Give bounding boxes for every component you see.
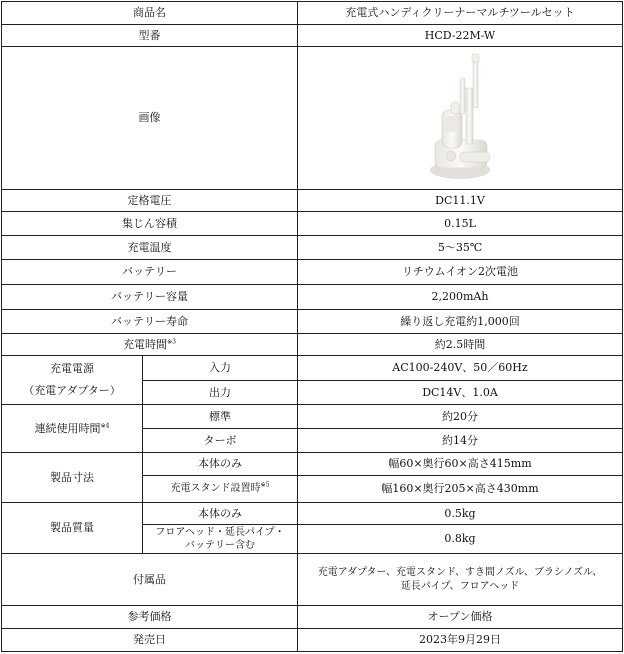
power-input-label: 入力 xyxy=(143,356,298,381)
row-weight-body xyxy=(2,503,623,525)
use-standard-value: 約20分 xyxy=(298,405,623,429)
spec-value: 0.15L xyxy=(298,212,623,236)
spec-label: バッテリー容量 xyxy=(2,285,298,310)
footnote-mark: ※3 xyxy=(167,337,176,345)
continuous-use-label xyxy=(2,405,143,453)
row-image xyxy=(2,47,623,190)
spec-label: 集じん容積 xyxy=(2,212,298,236)
row-dust-capacity xyxy=(2,212,623,236)
row-dimensions-body xyxy=(2,453,623,476)
row-battery-life xyxy=(2,310,623,334)
spec-label: バッテリー寿命 xyxy=(2,310,298,334)
price-label: 参考価格 xyxy=(2,606,298,629)
power-output-value: DC14V、1.0A xyxy=(298,381,623,405)
use-standard-label: 標準 xyxy=(143,405,298,429)
spec-value: 繰り返し充電約1,000回 xyxy=(298,310,623,334)
accessories-value-line2: 延長パイプ、フロアヘッド xyxy=(400,580,520,592)
charge-time-label xyxy=(2,334,298,356)
weight-full-label-line2: バッテリー含む xyxy=(185,540,255,551)
charge-time-label-text: 充電時間 xyxy=(123,337,168,351)
row-power-input xyxy=(2,356,623,381)
image-label: 画像 xyxy=(2,47,298,190)
footnote-mark: ※5 xyxy=(260,481,270,489)
accessories-value-line1: 充電アダプター、充電スタンド、すき間ノズル、ブラシノズル、 xyxy=(317,566,603,578)
charge-time-value: 約2.5時間 xyxy=(298,334,623,356)
weight-full-value: 0.8kg xyxy=(298,525,623,554)
product-name-value: 充電式ハンディクリーナーマルチツールセット xyxy=(298,2,623,25)
power-input-value: AC100-240V、50／60Hz xyxy=(298,356,623,381)
weight-full-label-line1: フロアヘッド・延長パイプ・ xyxy=(155,527,285,538)
power-output-label: 出力 xyxy=(143,381,298,405)
row-use-standard xyxy=(2,405,623,429)
product-name-label: 商品名 xyxy=(2,2,298,25)
dimensions-body-label: 本体のみ xyxy=(143,453,298,476)
row-charge-time xyxy=(2,334,623,356)
dimensions-stand-label xyxy=(143,476,298,503)
spec-label: バッテリー xyxy=(2,260,298,285)
spec-value: 5～35℃ xyxy=(298,236,623,260)
power-source-label-line2: （充電アダプター） xyxy=(23,384,121,397)
product-image xyxy=(405,48,515,188)
spec-value: 2,200mAh xyxy=(298,285,623,310)
price-value: オープン価格 xyxy=(298,606,623,629)
row-battery-capacity xyxy=(2,285,623,310)
weight-body-label: 本体のみ xyxy=(143,503,298,525)
spec-label: 定格電圧 xyxy=(2,190,298,212)
continuous-use-label-text: 連続使用時間 xyxy=(34,421,101,435)
use-turbo-value: 約14分 xyxy=(298,429,623,453)
accessories-label: 付属品 xyxy=(2,554,298,606)
weight-body-value: 0.5kg xyxy=(298,503,623,525)
row-release-date xyxy=(2,629,623,652)
dimensions-stand-value: 幅160×奥行205×高さ430mm xyxy=(298,476,623,503)
dimensions-body-value: 幅60×奥行60×高さ415mm xyxy=(298,453,623,476)
dimensions-stand-label-text: 充電スタンド設置時 xyxy=(170,483,261,494)
weight-label: 製品質量 xyxy=(2,503,143,554)
weight-full-label xyxy=(143,525,298,554)
model-value: HCD-22M-W xyxy=(298,25,623,47)
spec-table xyxy=(1,1,623,652)
power-source-label-line1: 充電電源 xyxy=(50,362,94,375)
row-charge-temperature xyxy=(2,236,623,260)
footnote-mark: ※4 xyxy=(100,421,110,429)
row-accessories xyxy=(2,554,623,606)
image-cell xyxy=(298,47,623,190)
dimensions-label: 製品寸法 xyxy=(2,453,143,503)
power-source-label xyxy=(2,356,143,405)
spec-value: リチウムイオン2次電池 xyxy=(298,260,623,285)
row-model xyxy=(2,25,623,47)
release-date-label: 発売日 xyxy=(2,629,298,652)
spec-value: DC11.1V xyxy=(298,190,623,212)
accessories-value xyxy=(298,554,623,606)
release-date-value: 2023年9月29日 xyxy=(298,629,623,652)
row-rated-voltage xyxy=(2,190,623,212)
row-price xyxy=(2,606,623,629)
model-label: 型番 xyxy=(2,25,298,47)
spec-label: 充電温度 xyxy=(2,236,298,260)
row-battery xyxy=(2,260,623,285)
use-turbo-label: ターボ xyxy=(143,429,298,453)
row-product-name xyxy=(2,2,623,25)
